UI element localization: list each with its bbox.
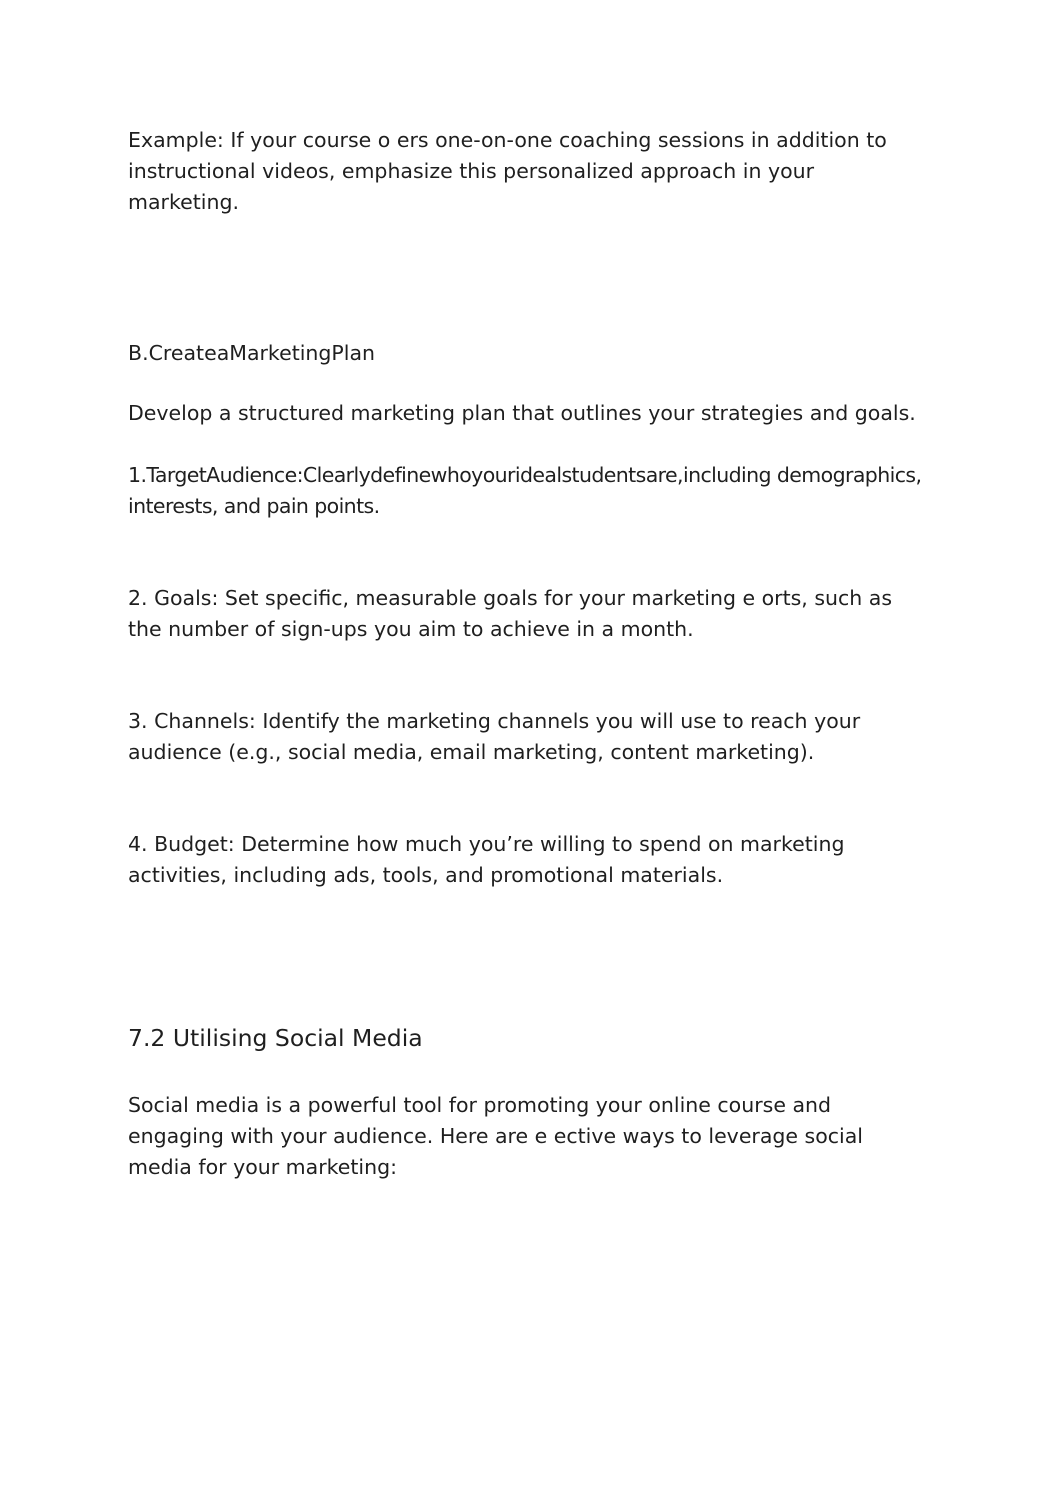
section-b-heading: B.CreateaMarketingPlan bbox=[128, 341, 376, 365]
example-paragraph: Example: If your course o ers one-on-one coaching sessions in addition to instructional videos, emphasize this personalized approach in your marketing. bbox=[128, 128, 887, 214]
plan-item-channels: 3. Channels: Identify the marketing channels you will use to reach your audience (e.g., social media, email marketing, content marketing). bbox=[128, 709, 861, 764]
plan-item-goals: 2. Goals: Set specific, measurable goals for your marketing e orts, such as the number of sign-ups you aim to achieve in a month. bbox=[128, 586, 893, 641]
plan-item-budget: 4. Budget: Determine how much you’re willing to spend on marketing activities, including ads, tools, and promotional materials. bbox=[128, 832, 845, 887]
plan-item-target-audience: 1.TargetAudience:Clearlydefinewhoyouridealstudentsare,including demographics, interests, and pain points. bbox=[128, 463, 922, 518]
section-7-2-paragraph: Social media is a powerful tool for promoting your online course and engaging with your audience. Here are e ective ways to leverage social media for your marketing: bbox=[128, 1093, 864, 1179]
section-7-2-heading: 7.2 Utilising Social Media bbox=[128, 1024, 423, 1052]
section-b-intro: Develop a structured marketing plan that outlines your strategies and goals. bbox=[128, 401, 916, 425]
